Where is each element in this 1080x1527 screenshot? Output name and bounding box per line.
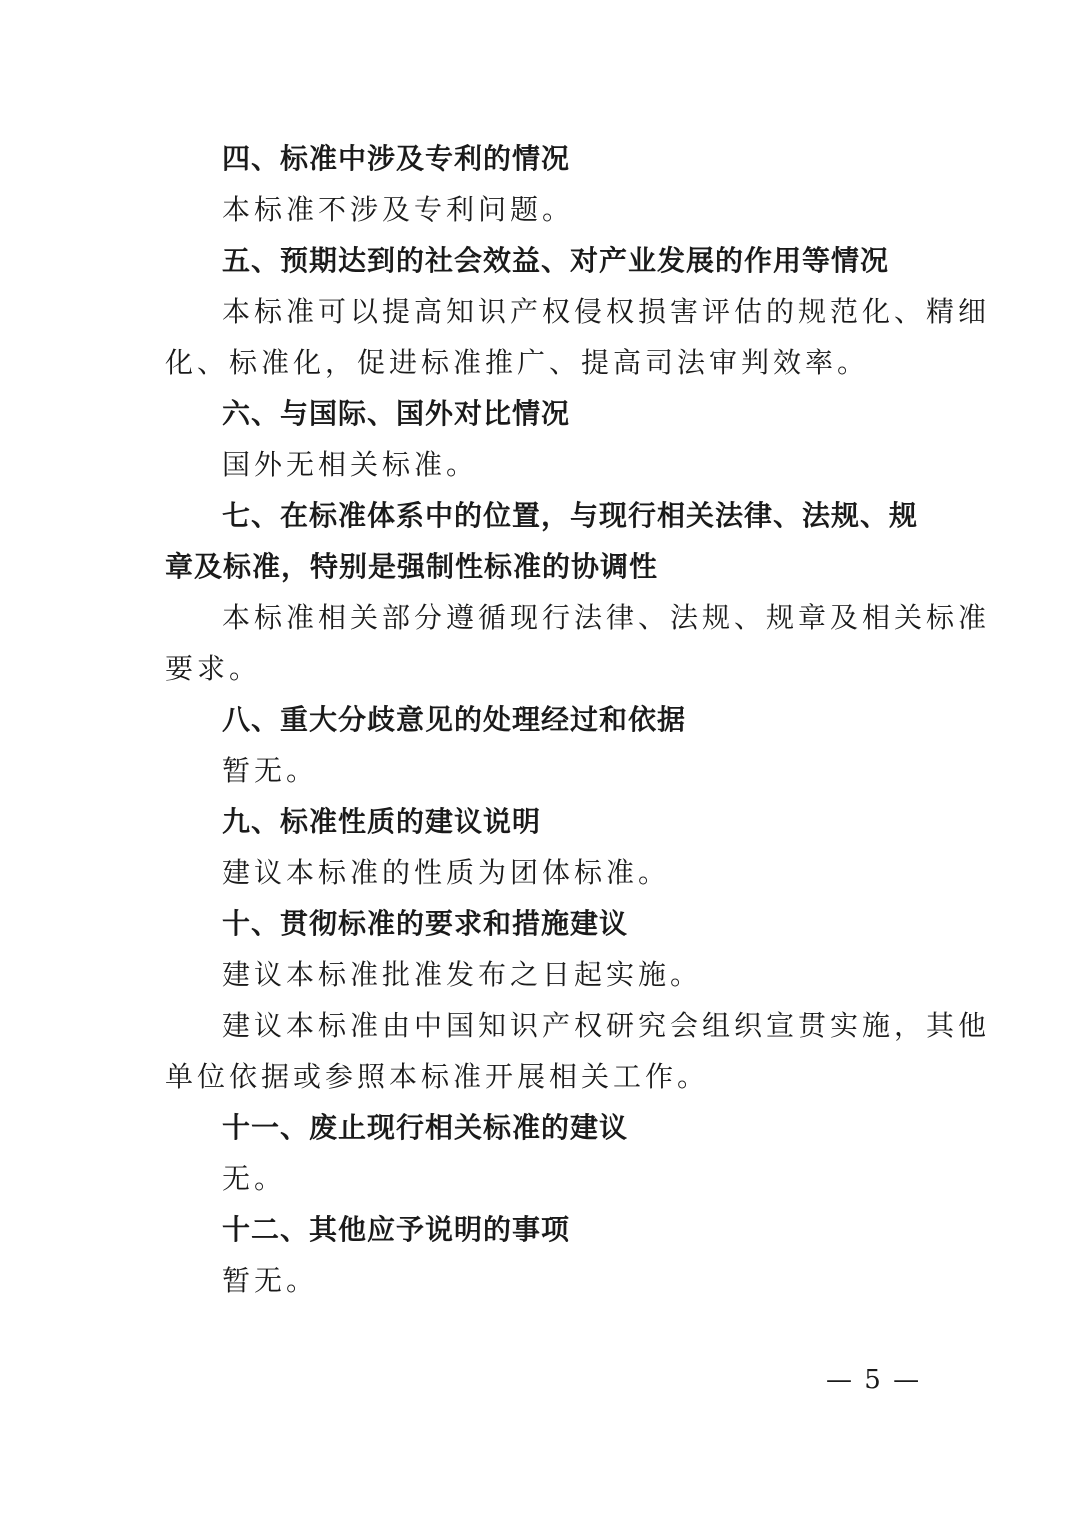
section-paragraph-continuation: 单位依据或参照本标准开展相关工作。 (165, 1060, 710, 1093)
section-heading: 十、贯彻标准的要求和措施建议 (222, 907, 629, 940)
section-heading: 七、在标准体系中的位置，与现行相关法律、法规、规 (222, 499, 919, 532)
section-paragraph: 国外无相关标准。 (222, 448, 479, 481)
section-heading-continuation: 章及标准，特别是强制性标准的协调性 (165, 550, 659, 583)
section-heading: 十一、废止现行相关标准的建议 (222, 1111, 629, 1144)
section-paragraph: 本标准相关部分遵循现行法律、法规、规章及相关标准 (222, 601, 991, 634)
section-heading: 六、与国际、国外对比情况 (222, 397, 571, 430)
section-paragraph: 暂无。 (222, 1264, 319, 1297)
section-heading: 四、标准中涉及专利的情况 (222, 142, 571, 175)
section-paragraph-continuation: 化、标准化，促进标准推广、提高司法审判效率。 (165, 346, 870, 379)
document-page (165, 133, 991, 1306)
section-paragraph: 建议本标准由中国知识产权研究会组织宣贯实施，其他 (222, 1009, 991, 1042)
section-heading: 五、预期达到的社会效益、对产业发展的作用等情况 (222, 244, 890, 277)
section-paragraph: 建议本标准批准发布之日起实施。 (222, 958, 703, 991)
section-paragraph: 本标准可以提高知识产权侵权损害评估的规范化、精细 (222, 295, 991, 328)
section-paragraph: 暂无。 (222, 754, 319, 787)
section-heading: 九、标准性质的建议说明 (222, 805, 542, 838)
section-heading: 八、重大分歧意见的处理经过和依据 (222, 703, 687, 736)
page-number: — 5 — (826, 1365, 922, 1395)
section-paragraph: 建议本标准的性质为团体标准。 (222, 856, 671, 889)
section-paragraph-continuation: 要求。 (165, 652, 262, 685)
section-paragraph: 无。 (222, 1162, 287, 1195)
section-heading: 十二、其他应予说明的事项 (222, 1213, 571, 1246)
section-paragraph: 本标准不涉及专利问题。 (222, 193, 575, 226)
